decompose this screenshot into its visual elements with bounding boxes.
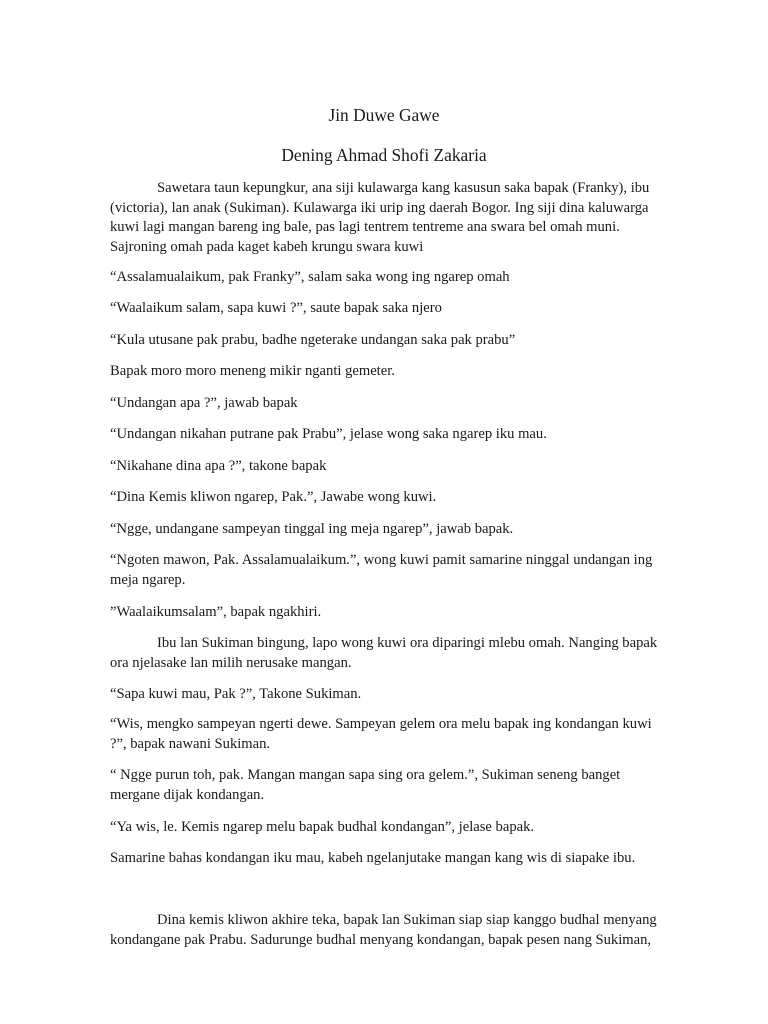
paragraph-line: “Ngoten mawon, Pak. Assalamualaikum.”, wong kuwi pamit samarine ninggal undangan ing [110, 552, 653, 568]
paragraph [110, 520, 690, 540]
paragraph-line: kuwi lagi mangan bareng ing bale, pas lagi tentrem tentreme ana swara bel omah muni. [110, 219, 620, 236]
paragraph [110, 685, 690, 705]
paragraph [110, 179, 690, 257]
paragraph-line: Dina kemis kliwon akhire teka, bapak lan Sukiman siap siap kanggo budhal menyang [157, 912, 657, 928]
paragraph [110, 911, 690, 950]
paragraph [110, 394, 690, 414]
paragraph [110, 818, 690, 838]
paragraph [110, 849, 690, 869]
paragraph [110, 766, 690, 805]
paragraph-line: “Ya wis, le. Kemis ngarep melu bapak budhal kondangan”, jelase bapak. [110, 819, 535, 835]
paragraph-line: ?”, bapak nawani Sukiman. [110, 735, 271, 752]
paragraph [110, 362, 690, 382]
paragraph [110, 634, 690, 673]
paragraph-line: “Ngge, undangane sampeyan tinggal ing meja ngarep”, jawab bapak. [110, 521, 514, 537]
paragraph-line: meja ngarep. [110, 571, 186, 588]
paragraph-line: “Nikahane dina apa ?”, takone bapak [110, 458, 327, 474]
paragraph-line: “Waalaikum salam, sapa kuwi ?”, saute bapak saka njero [110, 300, 442, 316]
paragraph-line: “Sapa kuwi mau, Pak ?”, Takone Sukiman. [110, 686, 362, 702]
paragraph-line: “ Ngge purun toh, pak. Mangan mangan sapa sing ora gelem.”, Sukiman seneng banget [110, 767, 621, 783]
paragraph [110, 425, 690, 445]
paragraph [110, 457, 690, 477]
paragraph [110, 299, 690, 319]
paragraph-line: Bapak moro moro meneng mikir nganti gemeter. [110, 363, 395, 379]
paragraph-line: (victoria), lan anak (Sukiman). Kulawarga iki urip ing daerah Bogor. Ing siji dina kaluwarga [110, 199, 649, 216]
paragraph-line: “Wis, mengko sampeyan ngerti dewe. Sampeyan gelem ora melu bapak ing kondangan kuwi [110, 716, 652, 732]
paragraph-line: ora njelasake lan milih nerusake mangan. [110, 654, 352, 671]
paragraph-line: ”Waalaikumsalam”, bapak ngakhiri. [110, 604, 322, 620]
paragraph [110, 603, 690, 623]
paragraph-line: “Assalamualaikum, pak Franky”, salam saka wong ing ngarep omah [110, 269, 510, 285]
document-author: Dening Ahmad Shofi Zakaria [281, 145, 487, 165]
paragraph [110, 551, 690, 590]
paragraph-line: kondangane pak Prabu. Sadurunge budhal menyang kondangan, bapak pesen nang Sukiman, [110, 931, 652, 948]
paragraph [110, 488, 690, 508]
paragraph [110, 331, 690, 351]
paragraph-line: “Undangan nikahan putrane pak Prabu”, jelase wong saka ngarep iku mau. [110, 426, 547, 442]
paragraph-line: Sajroning omah pada kaget kabeh krungu swara kuwi [110, 238, 424, 255]
paragraph-line: Samarine bahas kondangan iku mau, kabeh ngelanjutake mangan kang wis di siapake ibu. [110, 850, 636, 866]
paragraph-line: Ibu lan Sukiman bingung, lapo wong kuwi ora diparingi mlebu omah. Nanging bapak [157, 635, 658, 651]
paragraph-line: “Kula utusane pak prabu, badhe ngeterake undangan saka pak prabu” [110, 332, 516, 348]
paragraph-line: mergane dijak kondangan. [110, 786, 265, 803]
paragraph-line: “Undangan apa ?”, jawab bapak [110, 395, 298, 411]
paragraph [110, 268, 690, 288]
paragraph [110, 715, 690, 754]
paragraph-line: “Dina Kemis kliwon ngarep, Pak.”, Jawabe wong kuwi. [110, 489, 437, 505]
document-title: Jin Duwe Gawe [328, 105, 440, 125]
paragraph-line: Sawetara taun kepungkur, ana siji kulawarga kang kasusun saka bapak (Franky), ibu [157, 180, 650, 196]
